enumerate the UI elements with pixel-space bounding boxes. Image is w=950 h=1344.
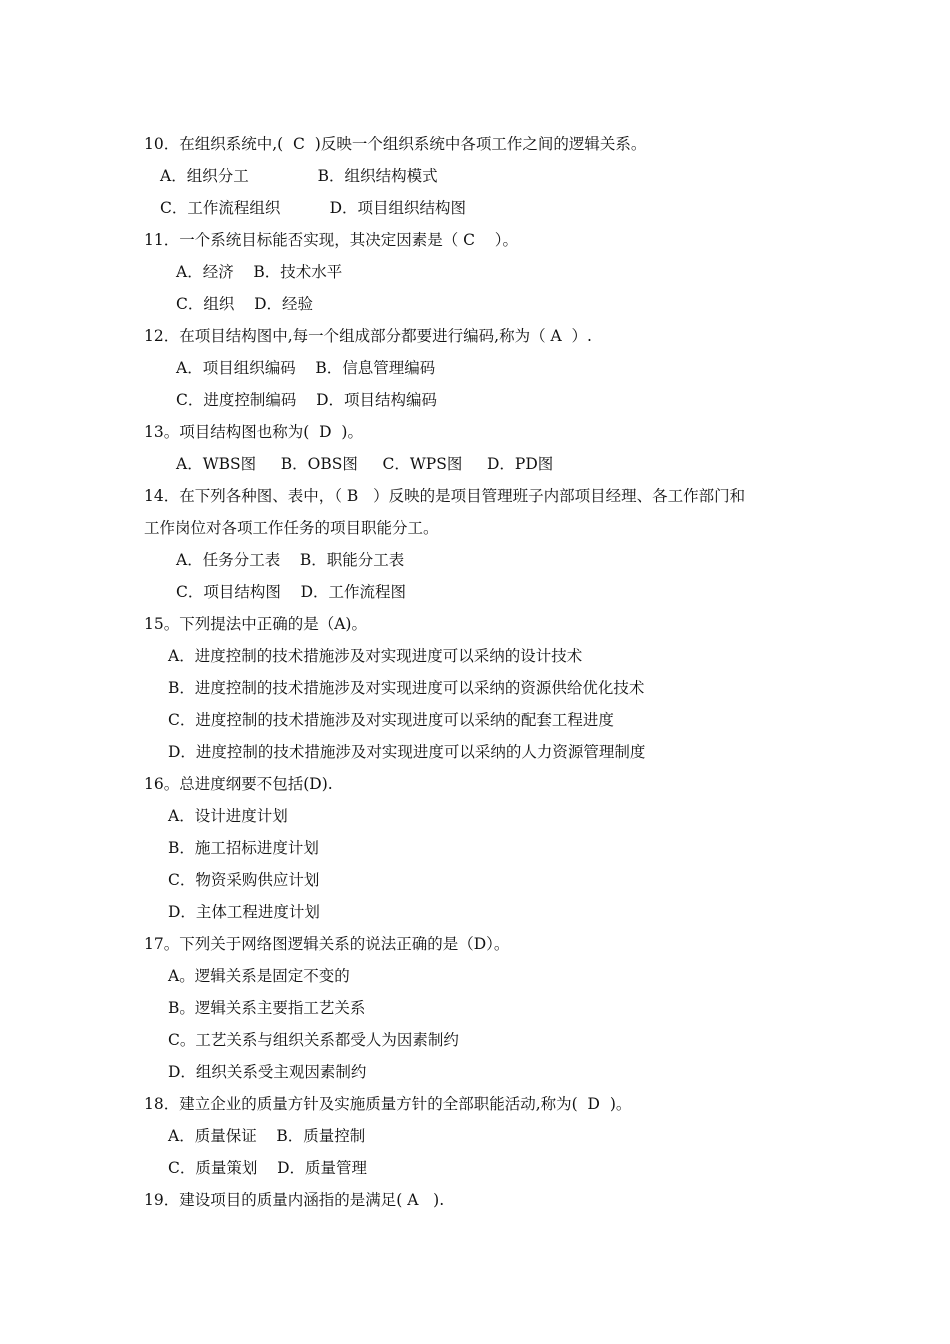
question-14-cont: 工作岗位对各项工作任务的项目职能分工。 [144,519,439,537]
q15-option-d: D．进度控制的技术措施涉及对实现进度可以采纳的人力资源管理制度 [168,743,646,761]
question-16: 16。总进度纲要不包括(D). [144,775,333,793]
q11-options-cd: C．组织 D．经验 [176,295,313,313]
q15-option-b: B．进度控制的技术措施涉及对实现进度可以采纳的资源供给优化技术 [168,679,645,697]
q14-options-ab: A．任务分工表 B．职能分工表 [176,551,405,569]
q10-options-ab: A．组织分工 B．组织结构模式 [160,167,438,185]
question-18: 18．建立企业的质量方针及实施质量方针的全部职能活动,称为( D )。 [144,1095,632,1113]
q15-option-c: C．进度控制的技术措施涉及对实现进度可以采纳的配套工程进度 [168,711,614,729]
q16-option-c: C．物资采购供应计划 [168,871,320,889]
question-10: 10．在组织系统中,( C )反映一个组织系统中各项工作之间的逻辑关系。 [144,135,647,153]
question-13: 13。项目结构图也称为( D )。 [144,423,363,441]
q18-options-ab: A．质量保证 B．质量控制 [168,1127,366,1145]
q10-options-cd: C．工作流程组织 D．项目组织结构图 [160,199,467,217]
q16-option-a: A．设计进度计划 [168,807,288,825]
q17-option-a: A。逻辑关系是固定不变的 [168,967,350,985]
question-11: 11．一个系统目标能否实现，其决定因素是（ C ）。 [144,231,518,249]
q17-option-b: B。逻辑关系主要指工艺关系 [168,999,366,1017]
q13-options: A．WBS图 B．OBS图 C．WPS图 D．PD图 [176,455,554,473]
question-19: 19．建设项目的质量内涵指的是满足( A ). [144,1191,445,1209]
q17-option-d: D．组织关系受主观因素制约 [168,1063,367,1081]
question-12: 12．在项目结构图中,每一个组成部分都要进行编码,称为（ A ）. [144,327,592,345]
question-14: 14．在下列各种图、表中，（ B ）反映的是项目管理班子内部项目经理、各工作部门和 [144,487,746,505]
q18-options-cd: C．质量策划 D．质量管理 [168,1159,367,1177]
question-15: 15。下列提法中正确的是（A)。 [144,615,367,633]
q16-option-d: D．主体工程进度计划 [168,903,320,921]
q12-options-ab: A．项目组织编码 B．信息管理编码 [176,359,436,377]
q16-option-b: B．施工招标进度计划 [168,839,319,857]
q15-option-a: A．进度控制的技术措施涉及对实现进度可以采纳的设计技术 [168,647,583,665]
q12-options-cd: C．进度控制编码 D．项目结构编码 [176,391,437,409]
question-17: 17。下列关于网络图逻辑关系的说法正确的是（D）。 [144,935,510,953]
q11-options-ab: A．经济 B．技术水平 [176,263,343,281]
q14-options-cd: C．项目结构图 D．工作流程图 [176,583,406,601]
q17-option-c: C。工艺关系与组织关系都受人为因素制约 [168,1031,459,1049]
